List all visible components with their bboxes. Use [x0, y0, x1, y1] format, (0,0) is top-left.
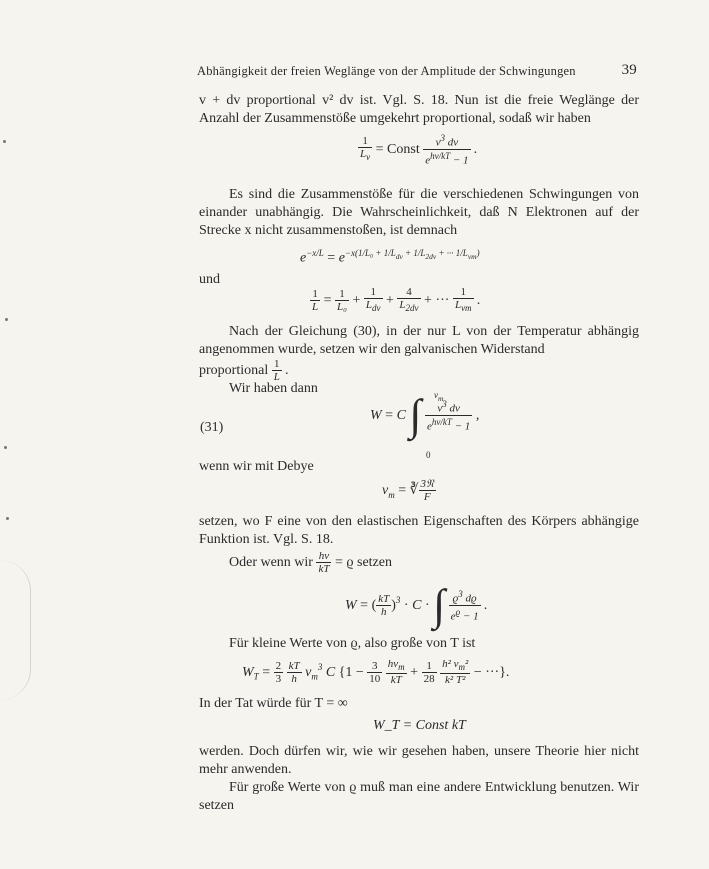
- paragraph-3: Nach der Gleichung (30), in der nur L von der Temperatur abhängig angenommen wurde, setzen wir den galvanischen Widerstand: [199, 324, 639, 357]
- paragraph-setzen: setzen, wo F eine von den elastischen Eigenschaften des Körpers abhängige Funktion ist. Vgl. S. 18.: [199, 514, 639, 547]
- wir-haben-dann: Wir haben dann: [229, 381, 318, 396]
- paragraph-werden: werden. Doch dürfen wir, wie wir gesehen haben, unsere Theorie hier nicht mehr anwenden.: [199, 744, 639, 777]
- word-und: und: [199, 272, 220, 287]
- page-number: 39: [621, 62, 637, 78]
- equation-free-path: $\frac{1}{L_\nu}$ = Const $\frac{\nu^3 d\nu}{e^{h\nu/kT} - 1}$ .: [360, 133, 478, 167]
- paragraph-fuer-grosse: Für große Werte von ϱ muß man eine andere Entwicklung benutzen. Wir setzen: [199, 780, 639, 813]
- margin-mark: [3, 140, 6, 143]
- wenn-line: wenn wir mit Debye: [199, 459, 314, 474]
- running-title: Abhängigkeit der freien Weglänge von der Amplitude der Schwingungen: [197, 64, 576, 78]
- paper-fold: [0, 560, 31, 700]
- proportional-line: proportional $\frac{1}{L}$ .: [199, 358, 289, 383]
- margin-mark: [5, 318, 8, 321]
- equation-probability: $e^{-x/L} = e^{-x(1/L_0 + 1/L_{d\nu} + 1/L_{2d\nu} + \cdot\cdot\cdot 1/L_{\nu m})}$: [300, 248, 480, 266]
- paragraph-1: v + dv proportional v² dv ist. Vgl. S. 18. Nun ist die freie Weglänge der Anzahl der Zusammenstöße umgekehrt proportional, sodaß wir haben: [199, 93, 639, 126]
- oder-line: Oder wenn wir $\frac{h\nu}{kT}$ = ϱ setzen: [229, 550, 392, 575]
- fuer-kleine-line: Für kleine Werte von ϱ, also große von T ist: [229, 636, 476, 651]
- paragraph-2: Es sind die Zusammenstöße für die verschiedenen Schwingungen von einander unabhängig. Die Wahrscheinlichkeit, daß N Elektronen auf der Strecke x nicht zusammenstoßen, ist demnach: [199, 187, 639, 238]
- equation-const-kt: W_T = Const kT: [373, 718, 466, 733]
- in-der-tat-line: In der Tat würde für T = ∞: [199, 696, 348, 711]
- margin-mark: [6, 517, 9, 520]
- margin-mark: [4, 446, 7, 449]
- equation-31: W = C ∫ $\frac{\nu^3 d\nu}{e^{h\nu/kT} - 1}$ , $\nu_m$ 0: [370, 390, 480, 460]
- equation-w-rho: W = ( $\frac{kT}{h}$ )$^3$ · C · ∫ $\frac{ϱ^3 dϱ}{e^ϱ - 1}$ .: [345, 580, 488, 630]
- equation-debye: $\nu_m$ = ∛ $\frac{\text{3𝔑}}{F}$: [382, 478, 434, 503]
- equation-wt-series: $W_T$ = $\frac{2}{3}$ $\frac{kT}{h}$ $\nu_m^3$ C {1 − $\frac{3}{10}$ $\frac{h\nu_m}{kT}$ + $\frac{1}{28}$ $\frac{h^2 \nu_m^2}{\text{k² T²}}$ − ···}.: [242, 658, 510, 687]
- equation-number: (31): [200, 420, 224, 435]
- running-header: [197, 64, 637, 79]
- equation-sum: $\frac{1}{L}$ = $\frac{1}{\text{L₀}}$ + $\frac{1}{L_{d\nu}}$ + $\frac{4}{L_{2d\nu}}$ + ··· $\frac{1}{L_{\nu m}}$ .: [312, 286, 481, 314]
